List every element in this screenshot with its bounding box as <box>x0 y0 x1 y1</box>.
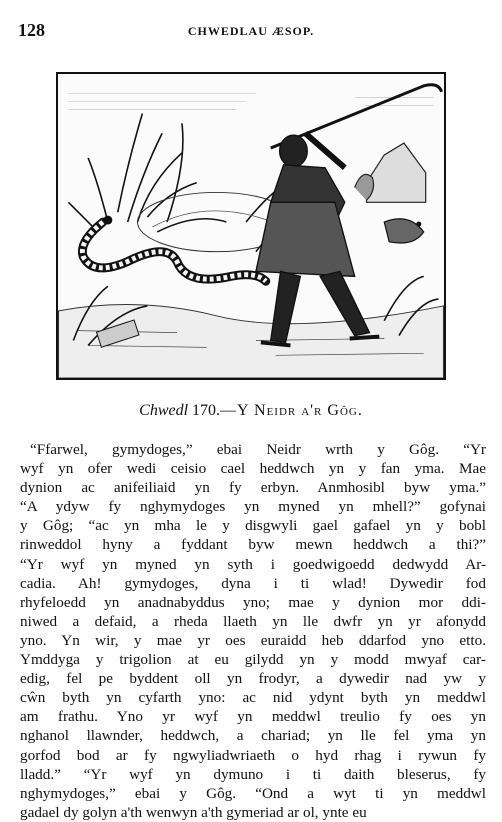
text-line: wyf yn ofer wedi ceisio cael heddwch yn y fan yma. Mae <box>20 460 486 478</box>
text-line: rhyfeloedd yn anadnabyddus yno; mae y dynion mor ddi- <box>20 593 486 611</box>
text-line: yno. Yn wir, y mae yr oes euraidd heb ddarfod yno etto. <box>20 631 486 649</box>
text-line: “Yr wyf yn myned yn syth i goedwigoedd dedwydd Ar- <box>20 555 486 573</box>
text-line: rinweddol hyny a fyddant byw mewn heddwch a thi?” <box>20 536 486 554</box>
text-line: am frathu. Yno yr wyf yn meddwl treulio fy oes yn <box>20 708 486 726</box>
text-line: Ymddyga y trigolion at eu gilydd yn y modd mwyaf car- <box>20 651 486 669</box>
caption-title: —Y Neidr a'r Gôg. <box>220 402 363 419</box>
text-line: lladd.” “Yr wyf yn dymuno i ti daith bleserus, fy <box>20 765 486 783</box>
running-title: CHWEDLAU ÆSOP. <box>187 24 315 38</box>
figure-caption <box>0 402 502 420</box>
text-line: gadael dy golyn a'th wenwyn a'th gymeriad ar ol, ynte eu <box>20 803 367 821</box>
distant-hut <box>355 143 426 202</box>
illustration-snake-and-cuckoo <box>56 72 446 380</box>
text-line: nghanol llawnder, heddwch, a chariad; yn lle fel yma yn <box>20 727 486 745</box>
text-line: cadia. Ah! gymydoges, dyna i ti wlad! Dywedir fod <box>20 574 486 592</box>
text-line: edig, fel pe byddent oll yn frodyr, a dywedir nad yw y <box>20 670 486 688</box>
text-line: dynion ac anifeiliaid yn fy erbyn. Anmhosibl byw yma.” <box>20 479 486 497</box>
page-number: 128 <box>18 20 45 40</box>
man-with-scythe <box>256 85 442 346</box>
text-line: gorfod bod ar fy ngwyliadwriaeth o hyd rhag i rywun fy <box>20 746 486 764</box>
text-line: niwed a defaid, a rheda llaeth yn lle dwfr yn yr afonydd <box>20 612 486 630</box>
text-line: “A ydyw fy nghymydoges yn myned yn mhell?” gofynai <box>20 498 486 516</box>
text-line: “Ffarwel, gymydoges,” ebai Neidr wrth y Gôg. “Yr <box>30 441 486 458</box>
text-line: cŵn byth yn cyfarth yno: ac nid ydynt byth yn meddwl <box>20 689 486 707</box>
cuckoo-bird <box>384 219 423 243</box>
fable-text <box>20 440 486 822</box>
snake <box>82 216 265 281</box>
caption-number: 170. <box>192 402 221 419</box>
text-line: y Gôg; “ac yn mha le y disgwyli gael gafael yn y bobl <box>20 517 486 535</box>
text-line: nghymydoges,” ebai y Gôg. “Ond a wyt ti yn meddwl <box>20 784 486 802</box>
caption-label: Chwedl <box>139 402 189 419</box>
woodcut-engraving <box>58 74 444 378</box>
